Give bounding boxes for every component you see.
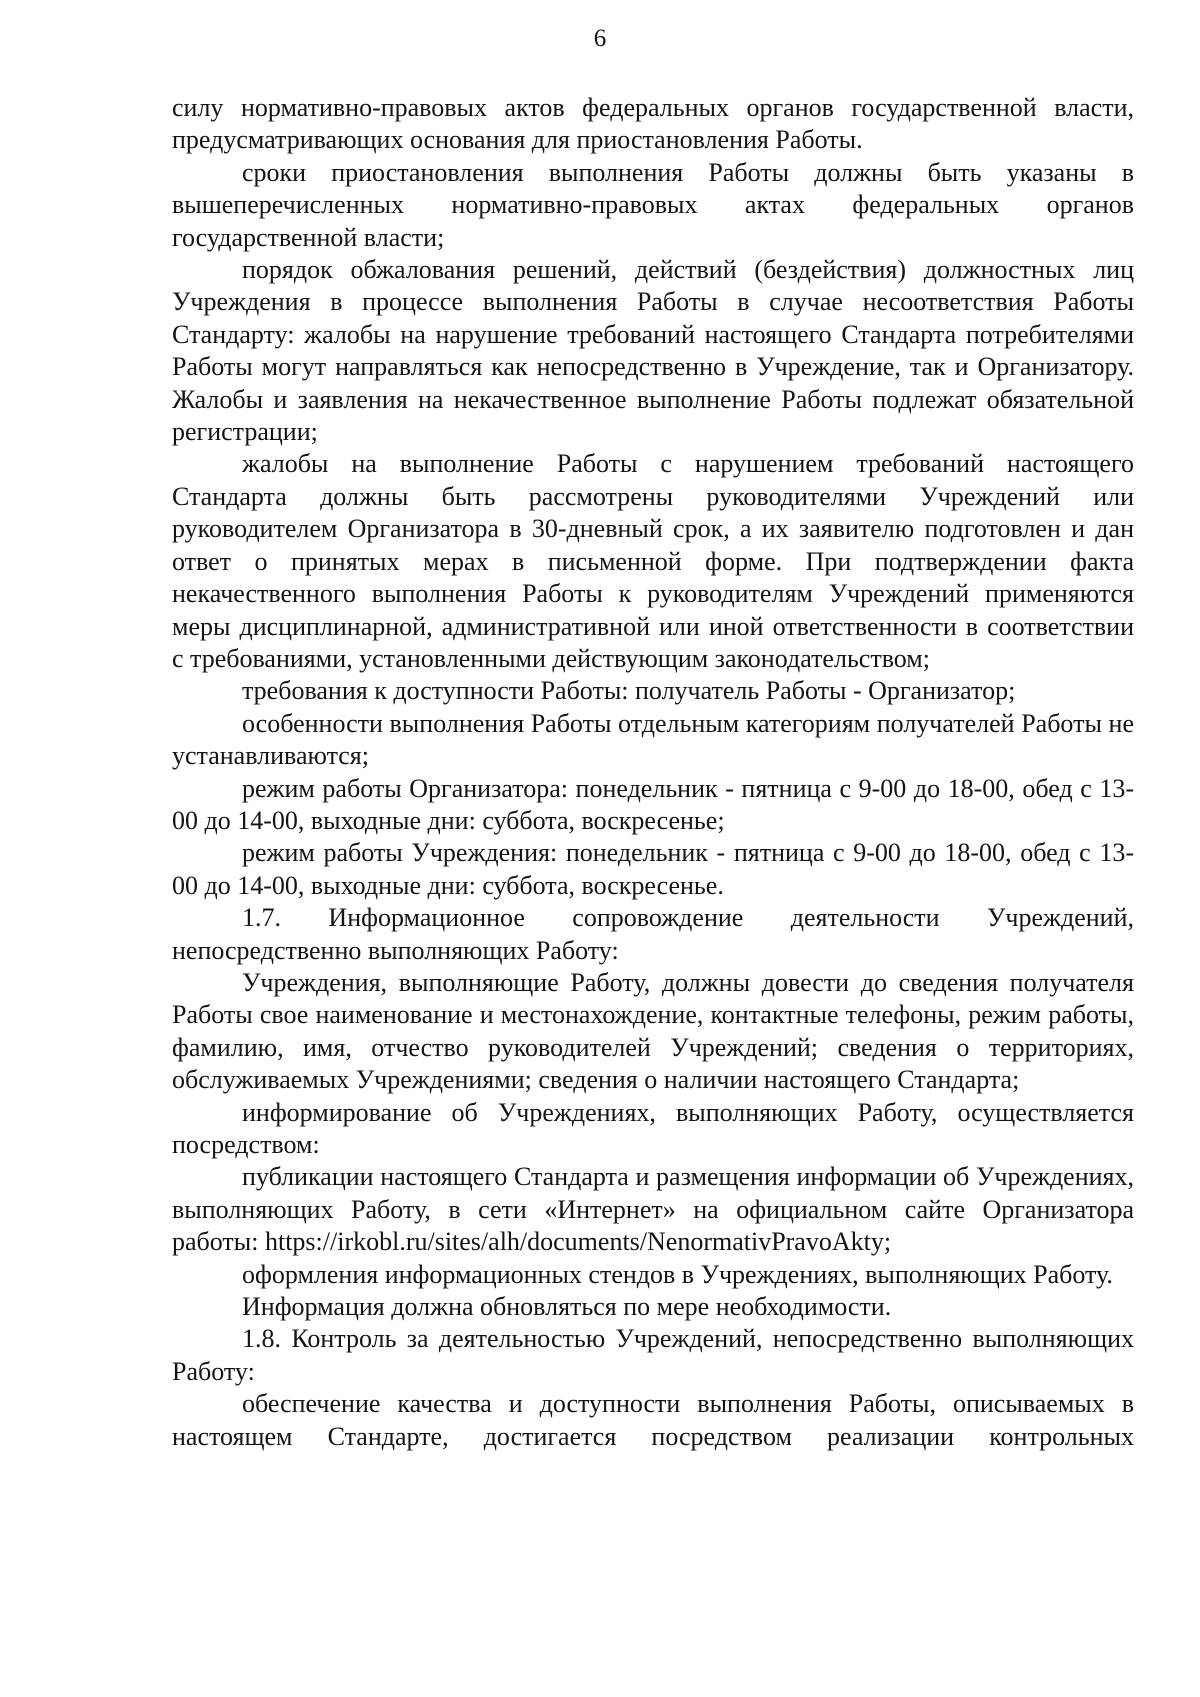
paragraph-institution-info: Учреждения, выполняющие Работу, должны довести до сведения получателя Работы свое наименование и местонахождение, контактные телефоны, режим работы, фамилию, имя, отчество руководителей Учреждений; сведения о территориях, обслуживаемых Учреждениями; сведения о наличии настоящего Стандарта; (172, 967, 1134, 1095)
paragraph-accessibility: требования к доступности Работы: получатель Работы - Организатор; (242, 676, 1016, 706)
section-heading-1-7: 1.7. Информационное сопровождение деятельности Учреждений, непосредственно выполняющих Работу: (172, 903, 1134, 965)
paragraph-info-stands: оформления информационных стендов в Учреждениях, выполняющих Работу. (242, 1259, 1113, 1289)
section-heading-1-8: 1.8. Контроль за деятельностью Учреждений, непосредственно выполняющих Работу: (172, 1324, 1134, 1386)
paragraph-informing-means: информирование об Учреждениях, выполняющих Работу, осуществляется посредством: (172, 1097, 1134, 1159)
document-body (172, 92, 1134, 1453)
paragraph-info-update: Информация должна обновляться по мере необходимости. (242, 1292, 892, 1322)
paragraph-institution-hours: режим работы Учреждения: понедельник - пятница с 9-00 до 18-00, обед с 13-00 до 14-00, выходные дни: суббота, воскресенье. (172, 838, 1134, 900)
paragraph-appeal-procedure: порядок обжалования решений, действий (бездействия) должностных лиц Учреждения в процессе выполнения Работы в случае несоответствия Работы Стандарту: жалобы на нарушение требований настоящего Стандарта потребителями Работы могут направляться как непосредственно в Учреждение, так и Организатору. Жалобы и заявления на некачественное выполнение Работы подлежат обязательной регистрации; (172, 255, 1134, 447)
paragraph-quality-control: обеспечение качества и доступности выполнения Работы, описываемых в настоящем Стандарте, достигается посредством реализации контрольных (172, 1389, 1134, 1451)
paragraph-recipient-categories: особенности выполнения Работы отдельным категориям получателей Работы не устанавливаются; (172, 708, 1134, 771)
paragraph-complaints-review: жалобы на выполнение Работы с нарушением требований настоящего Стандарта должны быть рассмотрены руководителями Учреждений или руководителем Организатора в 30-дневный срок, а их заявителю подготовлен и дан ответ о принятых мерах в письменной форме. При подтверждении факта некачественного выполнения Работы к руководителям Учреждений применяются меры дисциплинарной, административной или иной ответственности в соответствии с требованиями, установленными действующим законодательством; (172, 449, 1134, 673)
paragraph-suspension-terms: сроки приостановления выполнения Работы должны быть указаны в вышеперечисленных нормативно-правовых актах федеральных органов государственной власти; (172, 157, 1134, 252)
paragraph-organizer-hours: режим работы Организатора: понедельник - пятница с 9-00 до 18-00, обед с 13-00 до 14-00, выходные дни: суббота, воскресенье; (172, 773, 1134, 835)
paragraph-suspension-basis: силу нормативно-правовых актов федеральных органов государственной власти, предусматривающих основания для приостановления Работы. (172, 93, 1134, 155)
paragraph-publication-url: публикации настоящего Стандарта и размещения информации об Учреждениях, выполняющих Работу, в сети «Интернет» на официальном сайте Организатора работы: https://irkobl.ru/sites/alh/documents/NenormativPravoAkty; (172, 1162, 1134, 1257)
page-number: 6 (593, 25, 607, 52)
